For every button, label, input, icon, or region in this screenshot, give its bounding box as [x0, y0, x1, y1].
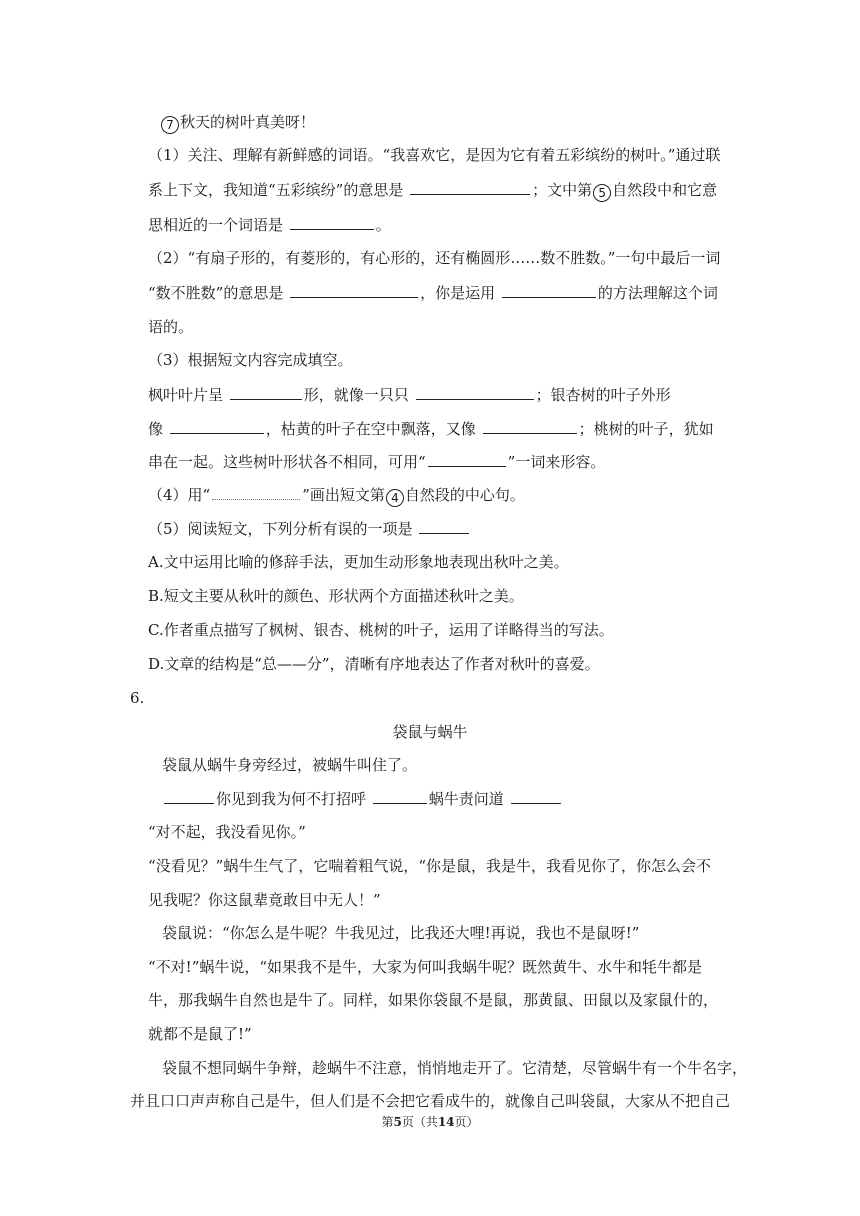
passage-line: 袋鼠不想同蜗牛争辩，趁蜗牛不注意，悄悄地走开了。它清楚，尽管蜗牛有一个牛名字， — [162, 1059, 748, 1077]
sub-question-3-line-4: 串在一起。这些树叶形状各不相同，可用“ ”一词来形容。 — [148, 453, 606, 471]
answer-blank[interactable] — [428, 452, 506, 467]
paragraph-number-circle: 4 — [386, 489, 404, 507]
sub-question-2-line-3: 语的。 — [148, 318, 194, 336]
punctuation-blank[interactable] — [164, 789, 214, 804]
answer-blank[interactable] — [230, 385, 302, 400]
question-6-number: 6. — [130, 689, 145, 707]
page-footer: 第5页（共14页） — [381, 1115, 479, 1129]
passage-line: 袋鼠说：“你怎么是牛呢？牛我见过，比我还大哩!再说，我也不是鼠呀!” — [162, 924, 640, 942]
answer-blank[interactable] — [170, 419, 264, 434]
sub-question-3-line-1: （3）根据短文内容完成填空。 — [148, 351, 353, 369]
option-d: D.文章的结构是“总——分”，清晰有序地表达了作者对秋叶的喜爱。 — [148, 655, 600, 673]
answer-blank[interactable] — [419, 519, 469, 534]
answer-blank[interactable] — [290, 215, 374, 230]
answer-blank[interactable] — [416, 385, 534, 400]
passage-line: “不对!”蜗牛说，“如果我不是牛，大家为何叫我蜗牛呢？既然黄牛、水牛和牦牛都是 — [148, 958, 703, 976]
paragraph-7-line: 7 秋天的树叶真美呀！ — [160, 112, 315, 134]
sub-question-2-line-2: “数不胜数”的意思是 ，你是运用 的方法理解这个词 — [148, 284, 718, 302]
option-c: C.作者重点描写了枫树、银杏、桃树的叶子，运用了详略得当的写法。 — [148, 621, 614, 639]
passage-line: 并且口口声声称自己是牛，但人们是不会把它看成牛的，就像自己叫袋鼠，大家从不把自己 — [130, 1092, 731, 1110]
sub-question-4-line: （4）用“ ”画出短文第 4 自然段的中心句。 — [148, 486, 525, 505]
sub-question-2-line-1: （2）“有扇子形的，有菱形的，有心形的，还有椭圆形……数不胜数。”一句中最后一词 — [148, 249, 721, 267]
sub-question-3-line-3: 像 ，枯黄的叶子在空中飘落，又像 ；桃树的叶子，犹如 — [148, 420, 714, 438]
answer-blank[interactable] — [483, 419, 577, 434]
dotted-underline-sample — [212, 485, 300, 500]
passage-line: “没看见？”蜗牛生气了，它喘着粗气说，“你是鼠，我是牛，我看见你了，你怎么会不 — [148, 857, 712, 875]
option-a: A.文中运用比喻的修辞手法，更加生动形象地表现出秋叶之美。 — [148, 553, 569, 571]
passage-line: 就都不是鼠了!” — [148, 1025, 252, 1043]
passage-line: “对不起，我没看见你。” — [148, 823, 306, 841]
passage-line: 袋鼠从蜗牛身旁经过，被蜗牛叫住了。 — [162, 756, 418, 774]
sub-question-3-line-2: 枫叶叶片呈 形，就像一只只 ；银杏树的叶子外形 — [148, 386, 671, 404]
passage-line: 见我呢？你这鼠辈竟敢目中无人！” — [148, 891, 381, 909]
passage-line: 牛，那我蜗牛自然也是牛了。同样，如果你袋鼠不是鼠，那黄鼠、田鼠以及家鼠什的， — [148, 991, 719, 1009]
option-b: B.短文主要从秋叶的颜色、形状两个方面描述秋叶之美。 — [148, 587, 524, 605]
answer-blank[interactable] — [502, 283, 596, 298]
answer-blank[interactable] — [290, 283, 418, 298]
paragraph-number-circle: 5 — [593, 184, 611, 202]
punctuation-blank[interactable] — [373, 789, 427, 804]
sub-question-1-line-1: （1）关注、理解有新鲜感的词语。“我喜欢它，是因为它有着五彩缤纷的树叶。”通过联 — [148, 146, 721, 164]
sub-question-1-line-2: 系上下文，我知道“五彩缤纷”的意思是 ；文中第 5 自然段中和它意 — [148, 181, 718, 200]
sub-question-5-line: （5）阅读短文，下列分析有误的一项是 — [148, 519, 471, 539]
passage-title: 袋鼠与蜗牛 — [392, 723, 468, 741]
sub-question-1-line-3: 思相近的一个词语是 。 — [148, 216, 391, 234]
answer-blank[interactable] — [410, 180, 530, 195]
passage-line: 你见到我为何不打招呼 蜗牛责问道 — [162, 789, 563, 809]
punctuation-blank[interactable] — [511, 789, 561, 804]
paragraph-number-circle: 7 — [161, 116, 179, 134]
